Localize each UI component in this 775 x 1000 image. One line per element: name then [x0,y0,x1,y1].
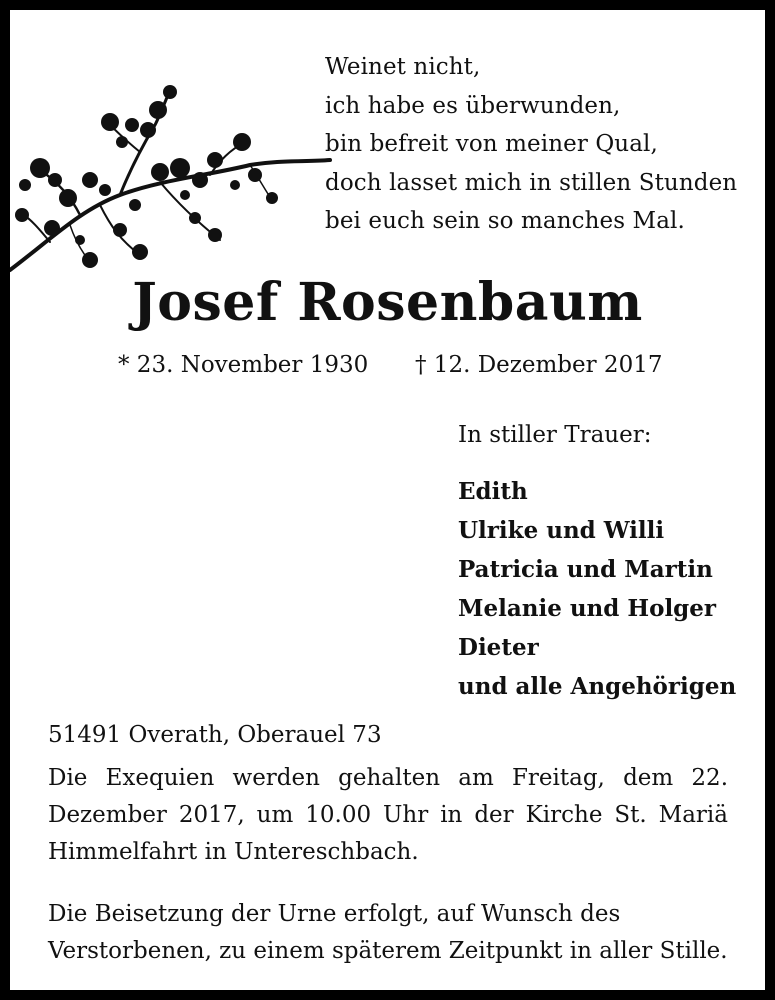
poem-line: Weinet nicht, [325,54,481,80]
poem-line: bei euch sein so manches Mal. [325,208,685,234]
address: 51491 Overath, Oberauel 73 [48,722,382,748]
mourning-heading: In stiller Trauer: [458,422,652,448]
mourner-name: Dieter [458,634,539,661]
poem-line: doch lasset mich in stillen Stunden [325,169,738,196]
mourner-name: Patricia und Martin [458,556,713,583]
mourners-list [458,472,736,706]
poem [325,48,737,241]
blossom-branch-icon [10,80,340,280]
mourner-name: Ulrike und Willi [458,517,665,544]
death-date: † 12. Dezember 2017 [415,352,663,378]
mourner-name: und alle Angehörigen [458,673,737,700]
birth-date: * 23. November 1930 [118,352,369,378]
burial-info: Die Beisetzung der Urne erfolgt, auf Wunsch des Verstorbenen, zu einem späterem Zeitpunkt in aller Stille. [48,901,728,964]
poem-line: ich habe es überwunden, [325,92,621,119]
funeral-service-info: Die Exequien werden gehalten am Freitag, dem 22. Dezember 2017, um 10.00 Uhr in der Kirche St. Mariä Himmelfahrt in Untereschbach. [48,765,728,865]
mourner-name: Melanie und Holger [458,595,717,622]
mourner-name: Edith [458,478,528,505]
deceased-name: Josef Rosenbaum [132,272,643,333]
poem-line: bin befreit von meiner Qual, [325,131,658,157]
